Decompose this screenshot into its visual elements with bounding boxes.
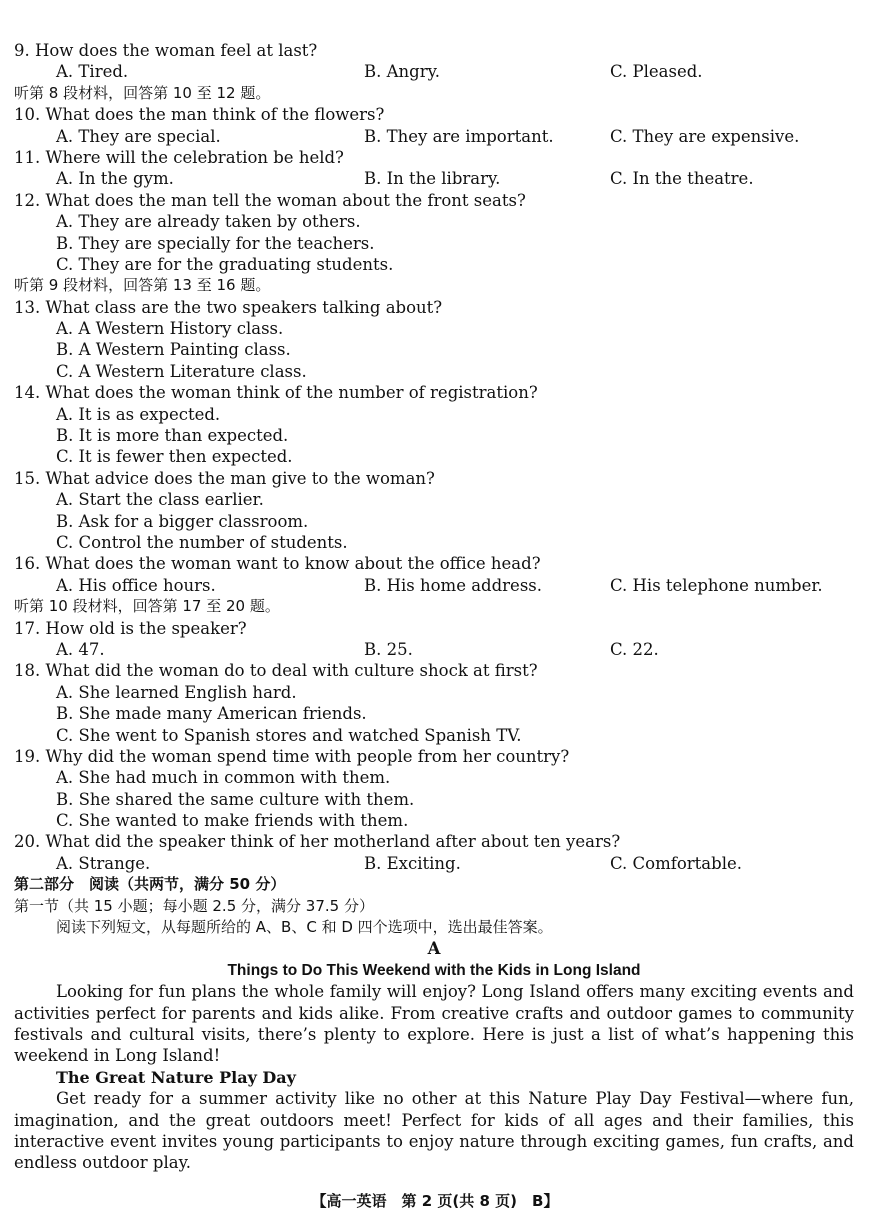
section-9-heading: 听第 9 段材料，回答第 13 至 16 题。 xyxy=(14,276,271,295)
option-row xyxy=(14,126,854,147)
answer-option: A. It is as expected. xyxy=(56,404,221,424)
option-row xyxy=(14,168,854,189)
question-stem: 14. What does the woman think of the number of registration? xyxy=(14,383,538,403)
answer-option: B. She made many American friends. xyxy=(56,704,367,724)
answer-option: A. In the gym. xyxy=(56,169,174,189)
question-stem: 19. Why did the woman spend time with people from her country? xyxy=(14,746,570,766)
passage-subheading: The Great Nature Play Day xyxy=(56,1067,296,1087)
answer-option: B. In the library. xyxy=(364,169,501,189)
answer-option: B. She shared the same culture with them. xyxy=(56,789,415,809)
question-group xyxy=(14,40,854,83)
passage-letter: A xyxy=(427,939,441,959)
answer-option: A. His office hours. xyxy=(56,575,216,595)
answer-option: C. Control the number of students. xyxy=(56,532,348,552)
question-stem: 17. How old is the speaker? xyxy=(14,618,247,638)
answer-option: A. 47. xyxy=(56,639,105,659)
part-two-heading: 第二部分 阅读（共两节，满分 50 分） xyxy=(14,875,286,894)
question-stem: 15. What advice does the man give to the woman? xyxy=(14,468,435,488)
question-stem: 10. What does the man think of the flowers? xyxy=(14,105,385,125)
answer-option: B. Angry. xyxy=(364,62,440,82)
answer-option: C. A Western Literature class. xyxy=(56,361,307,381)
page-footer: 【高一英语 第 2 页(共 8 页) B】 xyxy=(311,1192,559,1210)
answer-option: C. His telephone number. xyxy=(610,575,823,595)
reading-instruction: 阅读下列短文，从每题所给的 A、B、C 和 D 四个选项中，选出最佳答案。 xyxy=(56,918,553,937)
question-stem: 20. What did the speaker think of her motherland after about ten years? xyxy=(14,832,621,852)
answer-option: C. Pleased. xyxy=(610,62,703,82)
section-one-heading: 第一节（共 15 小题；每小题 2.5 分，满分 37.5 分） xyxy=(14,896,374,915)
answer-option: A. Strange. xyxy=(56,853,151,873)
option-row xyxy=(14,61,854,82)
question-stem: 12. What does the man tell the woman about the front seats? xyxy=(14,190,526,210)
answer-option: A. She had much in common with them. xyxy=(56,768,391,788)
answer-option: B. They are important. xyxy=(364,126,554,146)
section-10-heading: 听第 10 段材料，回答第 17 至 20 题。 xyxy=(14,597,280,616)
answer-option: B. They are specially for the teachers. xyxy=(56,233,375,253)
question-stem: 9. How does the woman feel at last? xyxy=(14,41,318,60)
passage-paragraph-2: Get ready for a summer activity like no other at this Nature Play Day Festival—where fun, imagination, and the great outdoors meet! Perfect for kids of all ages and their families, this interactive event invites young participants to enjoy nature through exciting games, fun crafts, and endless outdoor play. xyxy=(14,1089,854,1173)
passage-title: Things to Do This Weekend with the Kids in Long Island xyxy=(227,961,641,979)
answer-option: A. They are special. xyxy=(56,126,221,146)
answer-option: B. 25. xyxy=(364,639,413,659)
answer-option: A. A Western History class. xyxy=(56,319,284,339)
question-stem: 11. Where will the celebration be held? xyxy=(14,147,344,167)
answer-option: A. They are already taken by others. xyxy=(56,212,361,232)
answer-option: A. Start the class earlier. xyxy=(56,490,264,510)
question-group xyxy=(14,104,854,275)
question-group xyxy=(14,618,854,875)
answer-option: C. In the theatre. xyxy=(610,169,754,189)
answer-option: C. She wanted to make friends with them. xyxy=(56,811,409,831)
answer-option: C. They are expensive. xyxy=(610,126,800,146)
answer-option: C. It is fewer then expected. xyxy=(56,447,293,467)
answer-option: C. 22. xyxy=(610,639,659,659)
option-row xyxy=(14,853,854,874)
option-row xyxy=(14,639,854,660)
question-group xyxy=(14,297,854,596)
question-stem: 16. What does the woman want to know about the office head? xyxy=(14,554,541,574)
answer-option: B. Exciting. xyxy=(364,853,461,873)
answer-option: C. Comfortable. xyxy=(610,853,742,873)
answer-option: A. Tired. xyxy=(56,62,129,82)
passage-paragraph-1: Looking for fun plans the whole family will enjoy? Long Island offers many exciting events and activities perfect for parents and kids alike. From creative crafts and outdoor games to community festivals and cultural visits, there’s plenty to explore. Here is just a list of what’s happening this weekend in Long Island! xyxy=(14,982,854,1066)
answer-option: A. She learned English hard. xyxy=(56,682,297,702)
answer-option: B. It is more than expected. xyxy=(56,426,289,446)
answer-option: C. She went to Spanish stores and watched Spanish TV. xyxy=(56,725,522,745)
answer-option: C. They are for the graduating students. xyxy=(56,254,394,274)
option-row xyxy=(14,575,854,596)
exam-page xyxy=(14,40,854,1174)
question-stem: 18. What did the woman do to deal with culture shock at first? xyxy=(14,661,538,681)
section-8-heading: 听第 8 段材料，回答第 10 至 12 题。 xyxy=(14,83,271,102)
answer-option: B. His home address. xyxy=(364,575,543,595)
answer-option: B. Ask for a bigger classroom. xyxy=(56,511,309,531)
question-stem: 13. What class are the two speakers talking about? xyxy=(14,297,443,317)
answer-option: B. A Western Painting class. xyxy=(56,340,291,360)
